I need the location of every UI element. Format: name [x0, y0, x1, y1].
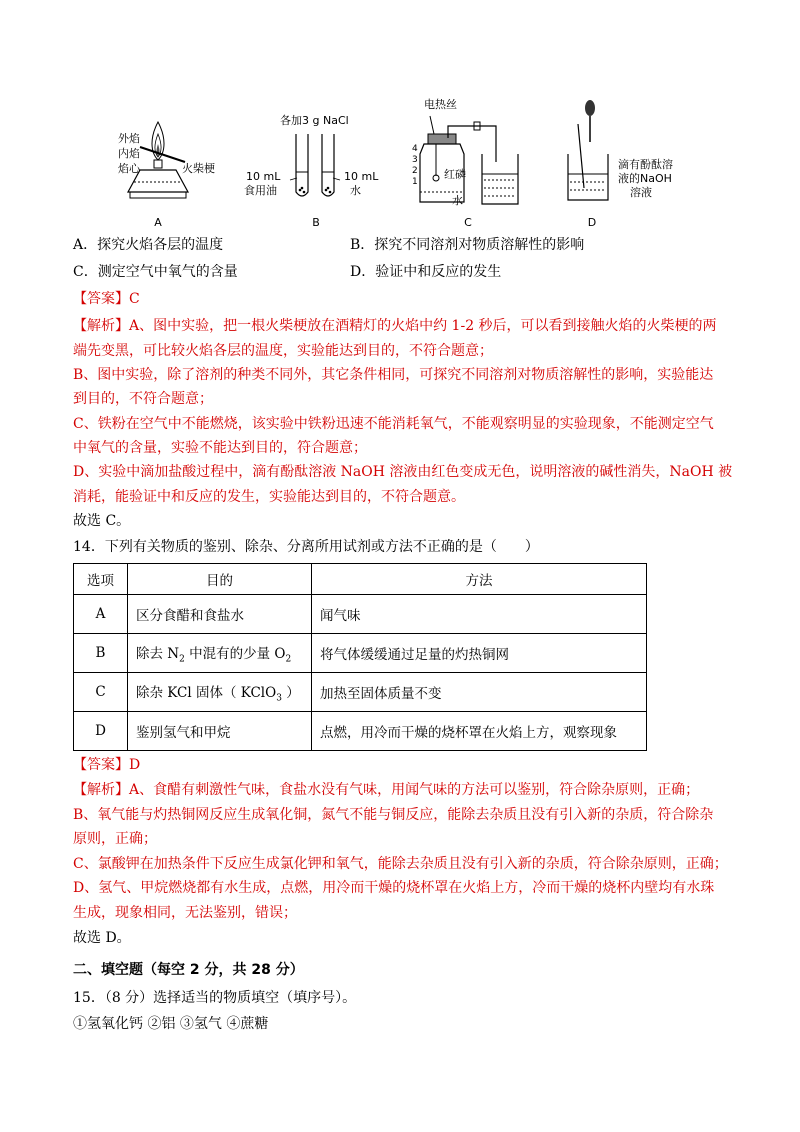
figure-c-label: C [464, 216, 472, 229]
label-nacl: 各加3 g NaCl [280, 114, 349, 127]
figure-a-alcohol-lamp [100, 92, 220, 232]
table-header-row [74, 564, 647, 595]
q14-answer: 【答案】D [73, 757, 141, 773]
label-heating-wire: 电热丝 [424, 98, 457, 111]
row-method: 加热至固体质量不变 [312, 673, 647, 712]
label-10ml-right: 10 mL [344, 170, 379, 183]
label-d-3: 溶液 [630, 186, 652, 199]
experiment-figures [100, 92, 673, 232]
figure-d-label: D [587, 216, 597, 229]
q15-stem: 15．（8 分）选择适当的物质填空（填序号）。 [73, 990, 357, 1006]
q14-stem: 14．下列有关物质的鉴别、除杂、分离所用试剂或方法不正确的是（ ） [73, 539, 539, 555]
q13-option-a: A．探究火焰各层的温度 [73, 237, 224, 253]
scale-2: 2 [412, 166, 418, 176]
label-matchstick: 火柴梗 [182, 162, 215, 175]
table-row [74, 595, 647, 634]
q13-analysis-line: 消耗，能验证中和反应的发生，实验能达到目的，不符合题意。 [73, 489, 465, 505]
figure-a-label: A [154, 216, 162, 229]
header-option: 选项 [74, 564, 128, 595]
q14-table [73, 563, 647, 751]
row-method: 点燃，用冷而干燥的烧杯罩在火焰上方，观察现象 [312, 712, 647, 751]
goal-text-post: ） [281, 684, 300, 701]
label-water-c: 水 [452, 194, 463, 207]
q13-option-c: C．测定空气中氧气的含量 [73, 264, 238, 280]
header-goal: 目的 [128, 564, 312, 595]
goal-sub-n2: 2 [179, 654, 185, 665]
label-outer-flame: 外焰 [118, 132, 140, 145]
q13-analysis-line: D、实验中滴加盐酸过程中，滴有酚酞溶液 NaOH 溶液由红色变成无色，说明溶液的碱性消失，NaOH 被 [73, 464, 733, 480]
q13-option-b: B．探究不同溶剂对物质溶解性的影响 [350, 237, 585, 253]
q13-analysis-line: C、铁粉在空气中不能燃烧，该实验中铁粉迅速不能消耗氧气，不能观察明显的实验现象，不能测定空气 [73, 416, 714, 432]
row-method: 将气体缓缓通过足量的灼热铜网 [312, 634, 647, 673]
figure-d-neutralization [560, 92, 673, 232]
row-option: D [74, 712, 128, 751]
table-row [74, 634, 647, 673]
q13-analysis-line: B、图中实验，除了溶剂的种类不同外，其它条件相同，可探究不同溶剂对物质溶解性的影响，实验能达 [73, 367, 714, 383]
label-d-1: 滴有酚酞溶 [618, 158, 673, 171]
row-goal: 鉴别氢气和甲烷 [128, 712, 312, 751]
row-option: B [74, 634, 128, 673]
figure-b-test-tubes [240, 92, 390, 232]
figure-b-label: B [312, 216, 320, 229]
goal-text-pre: 除去 N [136, 645, 180, 662]
label-d-2: 液的NaOH [618, 172, 672, 185]
goal-sub-o2: 2 [285, 654, 292, 665]
figure-c-oxygen-apparatus [400, 92, 540, 232]
gas-bottle-icon [400, 92, 540, 212]
q13-answer: 【答案】C [73, 291, 140, 307]
row-option: C [74, 673, 128, 712]
q14-analysis-line: 生成，现象相同，无法鉴别，错误； [73, 905, 297, 921]
row-goal [128, 634, 312, 673]
row-goal: 区分食醋和食盐水 [128, 595, 312, 634]
scale-3: 3 [412, 155, 418, 165]
q14-analysis-line: C、氯酸钾在加热条件下反应生成氯化钾和氧气，能除去杂质且没有引入新的杂质，符合除杂原则，正确； [73, 856, 728, 872]
goal-text-mid: 中混有的少量 O [184, 645, 286, 662]
dropper-beaker-icon [560, 92, 620, 212]
row-option: A [74, 595, 128, 634]
scale-1: 1 [412, 177, 418, 187]
q13-analysis-line: 端先变黑，可比较火焰各层的温度，实验能达到目的，不符合题意； [73, 343, 493, 359]
q14-analysis-line: D、氢气、甲烷燃烧都有水生成，点燃，用冷而干燥的烧杯罩在火焰上方，冷而干燥的烧杯内壁均有水珠 [73, 880, 715, 896]
q15-items: ①氢氧化钙 ②铝 ③氢气 ④蔗糖 [73, 1016, 269, 1032]
goal-sub-3: 3 [276, 693, 282, 704]
row-goal [128, 673, 312, 712]
q13-analysis-line: 【解析】A、图中实验，把一根火柴梗放在酒精灯的火焰中约 1-2 秒后，可以看到接触火焰的火柴梗的两 [73, 318, 717, 334]
table-row [74, 712, 647, 751]
q14-conclusion: 故选 D。 [73, 930, 131, 946]
label-edible-oil: 食用油 [244, 184, 277, 197]
section-title: 二、填空题（每空 2 分，共 28 分） [73, 962, 304, 978]
q14-analysis-line: B、氧气能与灼热铜网反应生成氧化铜，氮气不能与铜反应，能除去杂质且没有引入新的杂质，符合除杂 [73, 807, 714, 823]
row-method: 闻气味 [312, 595, 647, 634]
q14-analysis-line: 原则，正确； [73, 831, 157, 847]
scale-4: 4 [412, 144, 418, 154]
goal-text-pre: 除杂 KCl 固体（ KClO [136, 684, 277, 701]
label-inner-flame: 内焰 [118, 147, 140, 160]
q13-analysis-line: 中氧气的含量，实验不能达到目的，符合题意； [73, 440, 367, 456]
label-red-phosphorus: 红磷 [444, 168, 466, 181]
label-flame-core: 焰心 [118, 162, 140, 175]
label-10ml-left: 10 mL [246, 170, 281, 183]
q13-analysis-line: 到目的，不符合题意； [73, 391, 213, 407]
q14-analysis-line: 【解析】A、食醋有刺激性气味，食盐水没有气味，用闻气味的方法可以鉴别，符合除杂原则，正确； [73, 782, 700, 798]
table-row [74, 673, 647, 712]
header-method: 方法 [312, 564, 647, 595]
q13-conclusion: 故选 C。 [73, 513, 131, 529]
q13-option-d: D．验证中和反应的发生 [350, 264, 502, 280]
label-water-b: 水 [350, 184, 361, 197]
